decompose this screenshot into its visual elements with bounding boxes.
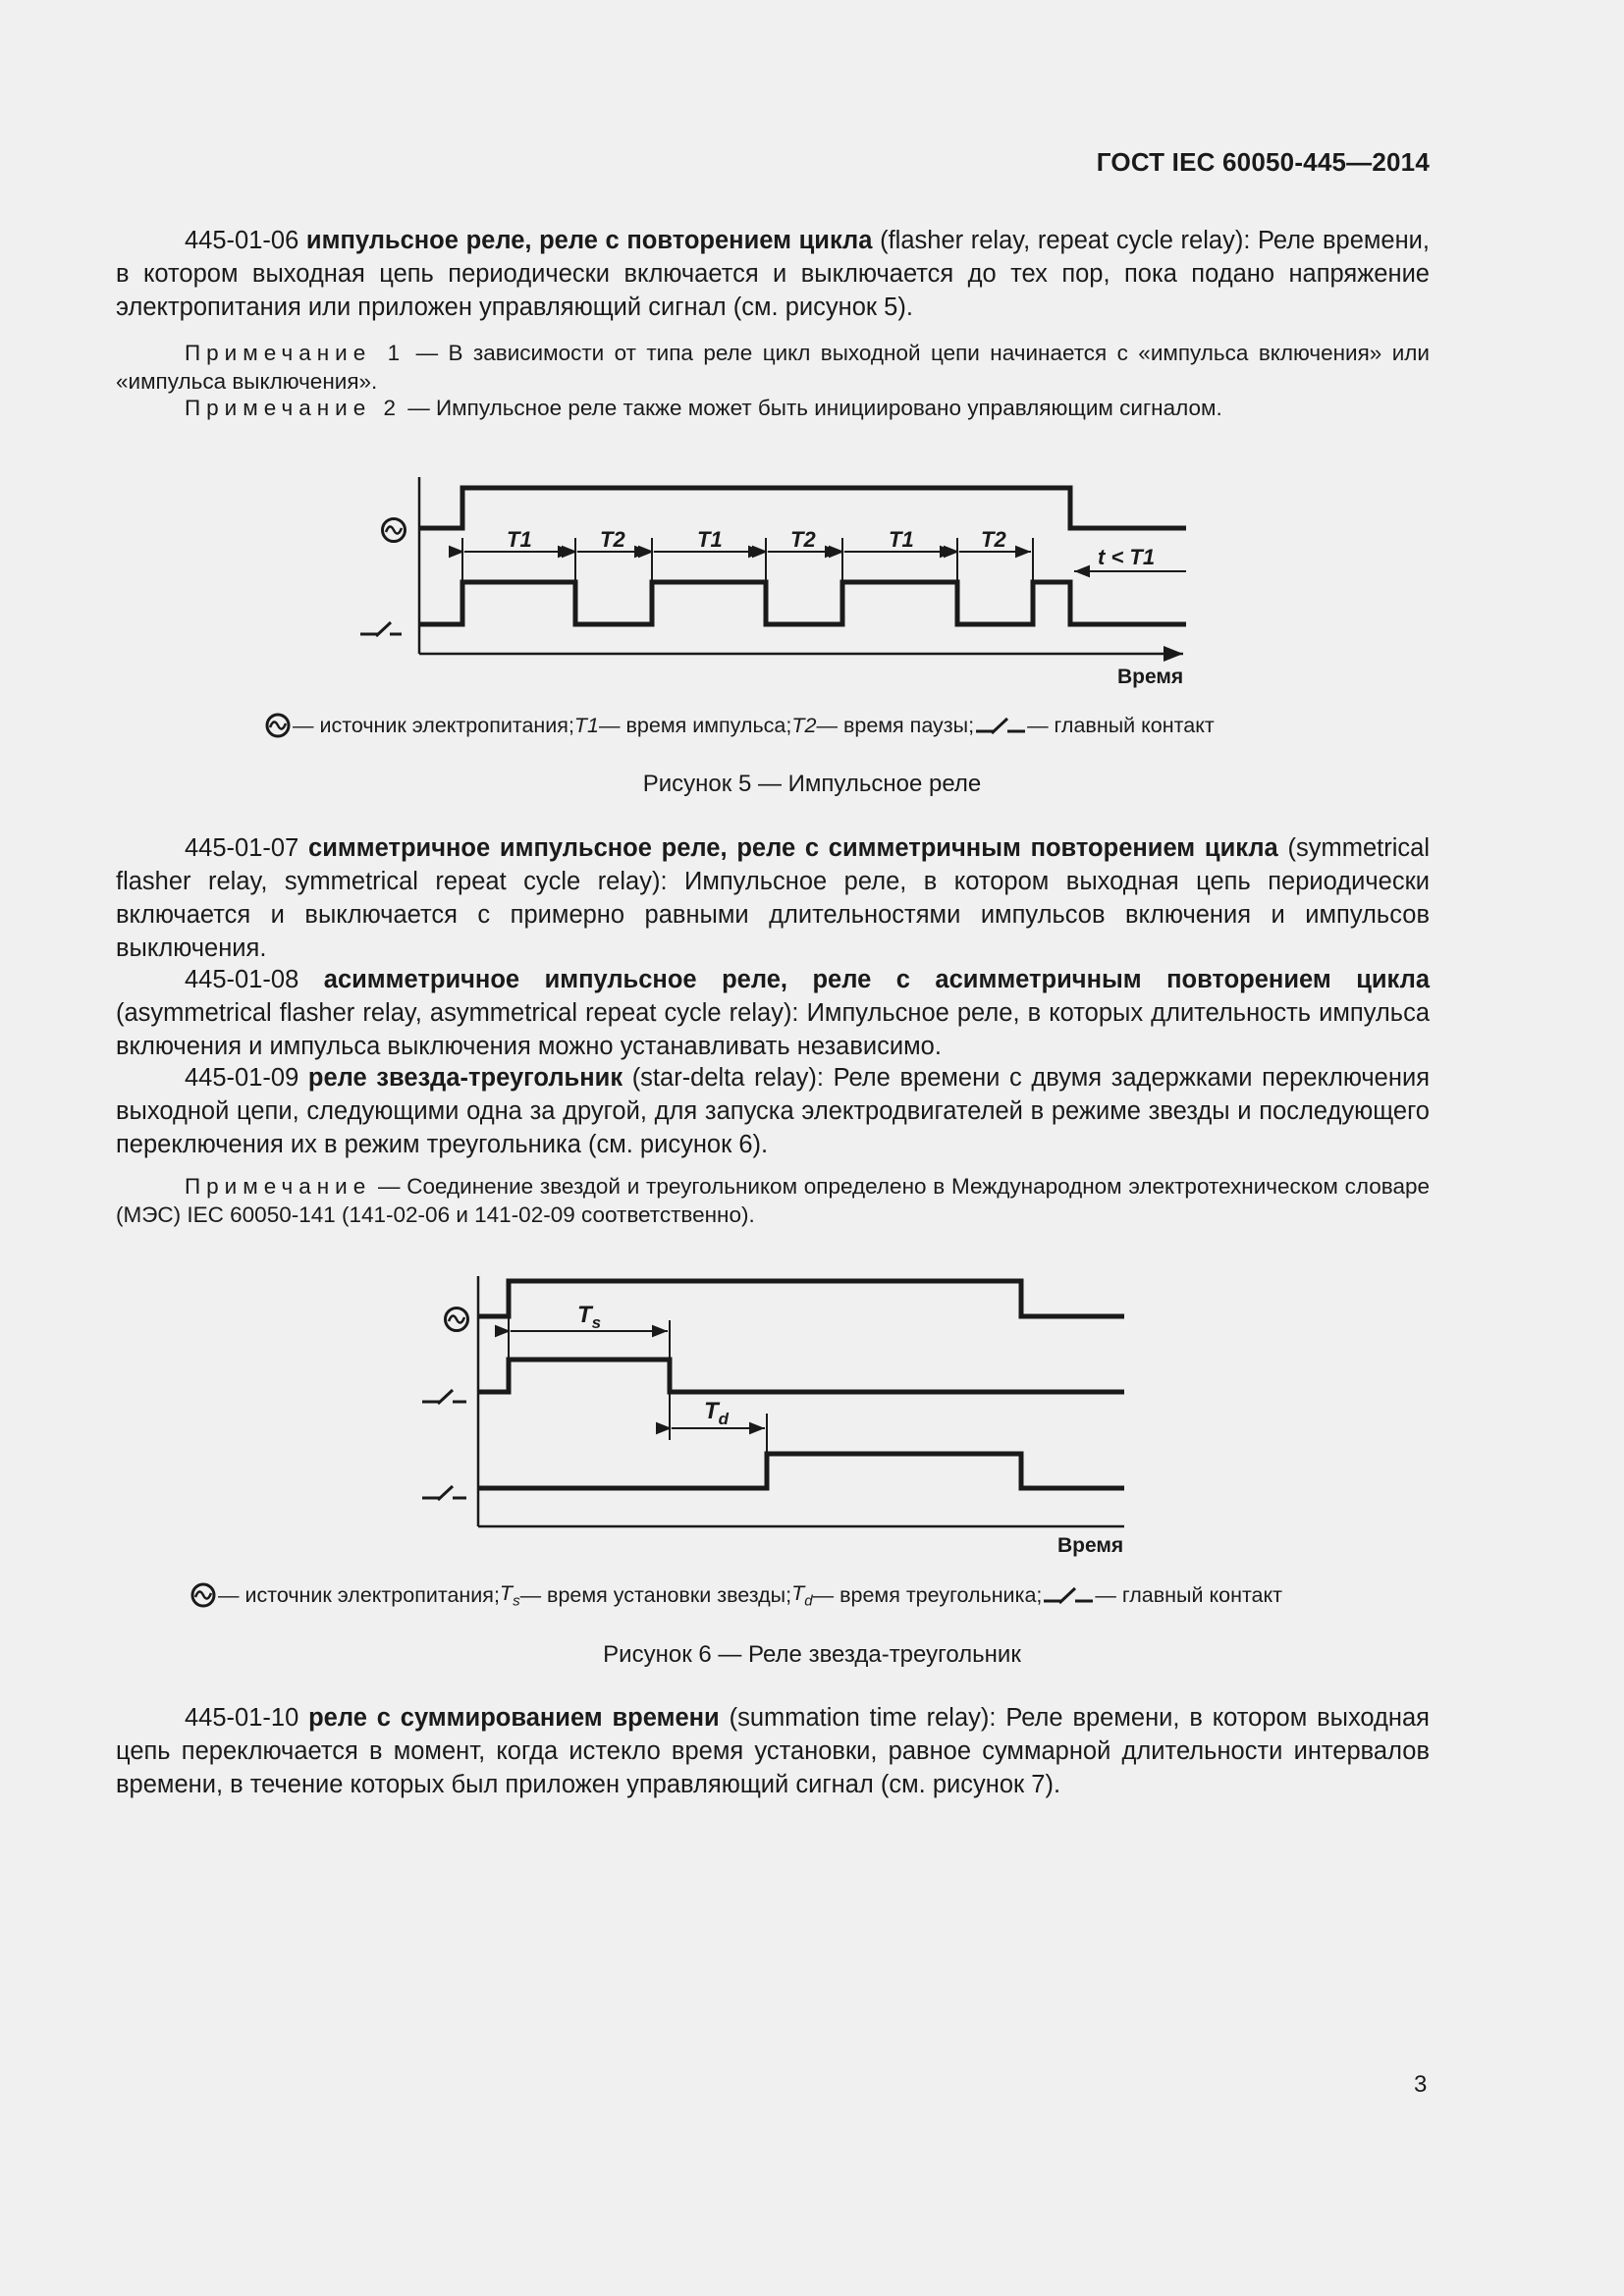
fig5-t-less-label: t < T1 (1098, 545, 1156, 569)
term-title: реле звезда-треугольник (307, 1064, 623, 1092)
legend-td-desc: — время треугольника; (812, 1582, 1043, 1607)
note-1 (116, 339, 1430, 396)
legend-ts: $T_s$ (499, 1580, 520, 1610)
fig6-star-contact-waveform (478, 1360, 1124, 1392)
term-number: 445-01-10 (185, 1704, 299, 1732)
term-title: симметричное импульсное реле, реле с симметричным повторением цикла (308, 834, 1278, 862)
fig5-legend (263, 711, 1215, 740)
definition-445-01-10 (116, 1701, 1430, 1801)
term-number: 445-01-09 (185, 1064, 299, 1092)
figure-6-caption: Рисунок 6 — Реле звезда-треугольник (603, 1641, 1021, 1668)
fig6-star-contact-symbol-icon (422, 1390, 466, 1404)
fig5-t1-label: T1 (889, 527, 914, 552)
fig5-t2-label: T2 (790, 527, 816, 552)
legend-td: $T_d$ (791, 1580, 813, 1610)
definition-445-01-06 (116, 224, 1430, 324)
standard-header: ГОСТ IEC 60050-445—2014 (1096, 147, 1430, 177)
note-2 (116, 394, 1430, 422)
fig5-contact-symbol-icon (360, 622, 402, 636)
term-text: (summation time relay): Реле времени, в котором выходная цепь переключается в момент, когда истекло время установки, равное суммарной длительности интервалов времени, в течение которых был приложен управляющий сигнал (см. рисунок 7). (116, 1704, 1430, 1798)
term-number: 445-01-08 (185, 966, 299, 993)
note-label: Примечание 1 (185, 341, 406, 365)
contact-symbol-icon (1042, 1583, 1095, 1607)
fig6-legend (189, 1580, 1282, 1610)
fig5-dimension-arrows (464, 552, 1186, 571)
note-label: Примечание (185, 1174, 372, 1199)
fig5-supply-symbol-icon (383, 519, 406, 542)
term-text: (symmetrical flasher relay, symmetrical repeat cycle relay): Импульсное реле, в котором выходная цепь периодически включается и выключается с примерно равными длительностями импульсов включения и импульсов выключения. (116, 834, 1430, 962)
fig6-supply-symbol-icon (446, 1308, 468, 1331)
fig5-time-label: Время (1117, 666, 1184, 688)
legend-t2: T2 (791, 713, 817, 737)
fig6-delta-contact-waveform (478, 1454, 1124, 1488)
legend-ts-desc: — время установки звезды; (519, 1582, 792, 1607)
fig5-t1-label: T1 (697, 527, 723, 552)
legend-t2-desc: — время паузы; (816, 713, 975, 737)
figure-5-caption: Рисунок 5 — Импульсное реле (642, 771, 982, 797)
definition-445-01-09 (116, 1061, 1430, 1161)
term-title: асимметричное импульсное реле, реле с асимметричным повторением цикла (323, 966, 1430, 993)
fig6-dimension-ticks (509, 1316, 767, 1454)
note-label: Примечание 2 (185, 396, 402, 420)
page-number: 3 (1414, 2071, 1428, 2098)
fig5-contact-waveform (419, 582, 1186, 624)
fig5-t2-label: T2 (600, 527, 625, 552)
fig5-t1-label: T1 (507, 527, 532, 552)
legend-contact: — главный контакт (1095, 1582, 1283, 1607)
note-text: — В зависимости от типа реле цикл выходной цепи начинается с «импульса включения» или «импульса выключения». (116, 341, 1430, 394)
legend-t1-desc: — время импульса; (599, 713, 792, 737)
legend-supply: — источник электропитания; (293, 713, 574, 737)
term-title: реле с суммированием времени (308, 1704, 720, 1732)
fig6-td-label: $T_d$ (704, 1398, 730, 1428)
fig5-dimension-ticks (462, 538, 1033, 582)
fig5-supply-waveform (419, 488, 1186, 528)
term-text: (asymmetrical flasher relay, asymmetrical repeat cycle relay): Импульсное реле, в которых длительность импульса включения и импульса выключения можно устанавливать независимо. (116, 999, 1430, 1060)
note-text: — Импульсное реле также может быть инициировано управляющим сигналом. (402, 396, 1222, 420)
note-3 (116, 1172, 1430, 1229)
fig6-delta-contact-symbol-icon (422, 1486, 466, 1500)
supply-symbol-icon (263, 711, 293, 740)
supply-symbol-icon (189, 1580, 218, 1610)
term-title: импульсное реле, реле с повторением цикла (305, 227, 873, 254)
definition-445-01-08 (116, 963, 1430, 1063)
legend-supply: — источник электропитания; (218, 1582, 500, 1607)
term-number: 445-01-07 (185, 834, 299, 862)
fig6-dimension-arrows (511, 1331, 765, 1428)
definition-445-01-07 (116, 831, 1430, 965)
term-text: (star-delta relay): Реле времени с двумя задержками переключения выходной цепи, следующими одна за другой, для запуска электродвигателей в режиме звезды и последующего переключения их в режим треугольника (см. рисунок 6). (116, 1064, 1430, 1158)
fig6-ts-label: $T_s$ (577, 1302, 602, 1332)
legend-t1: T1 (573, 713, 600, 737)
fig6-supply-waveform (478, 1281, 1124, 1316)
contact-symbol-icon (974, 714, 1027, 737)
fig5-t2-label: T2 (981, 527, 1006, 552)
legend-contact: — главный контакт (1027, 713, 1215, 737)
term-text: (flasher relay, repeat cycle relay): Реле времени, в котором выходная цепь периодически включается и выключается до тех пор, пока подано напряжение электропитания или приложен управляющий сигнал (см. рисунок 5). (116, 227, 1431, 321)
note-text: — Соединение звездой и треугольником определено в Международном электротехническом словаре (МЭС) IEC 60050-141 (141-02-06 и 141-02-09 соответственно). (116, 1174, 1430, 1227)
fig6-time-label: Время (1057, 1534, 1124, 1557)
term-number: 445-01-06 (185, 227, 299, 254)
